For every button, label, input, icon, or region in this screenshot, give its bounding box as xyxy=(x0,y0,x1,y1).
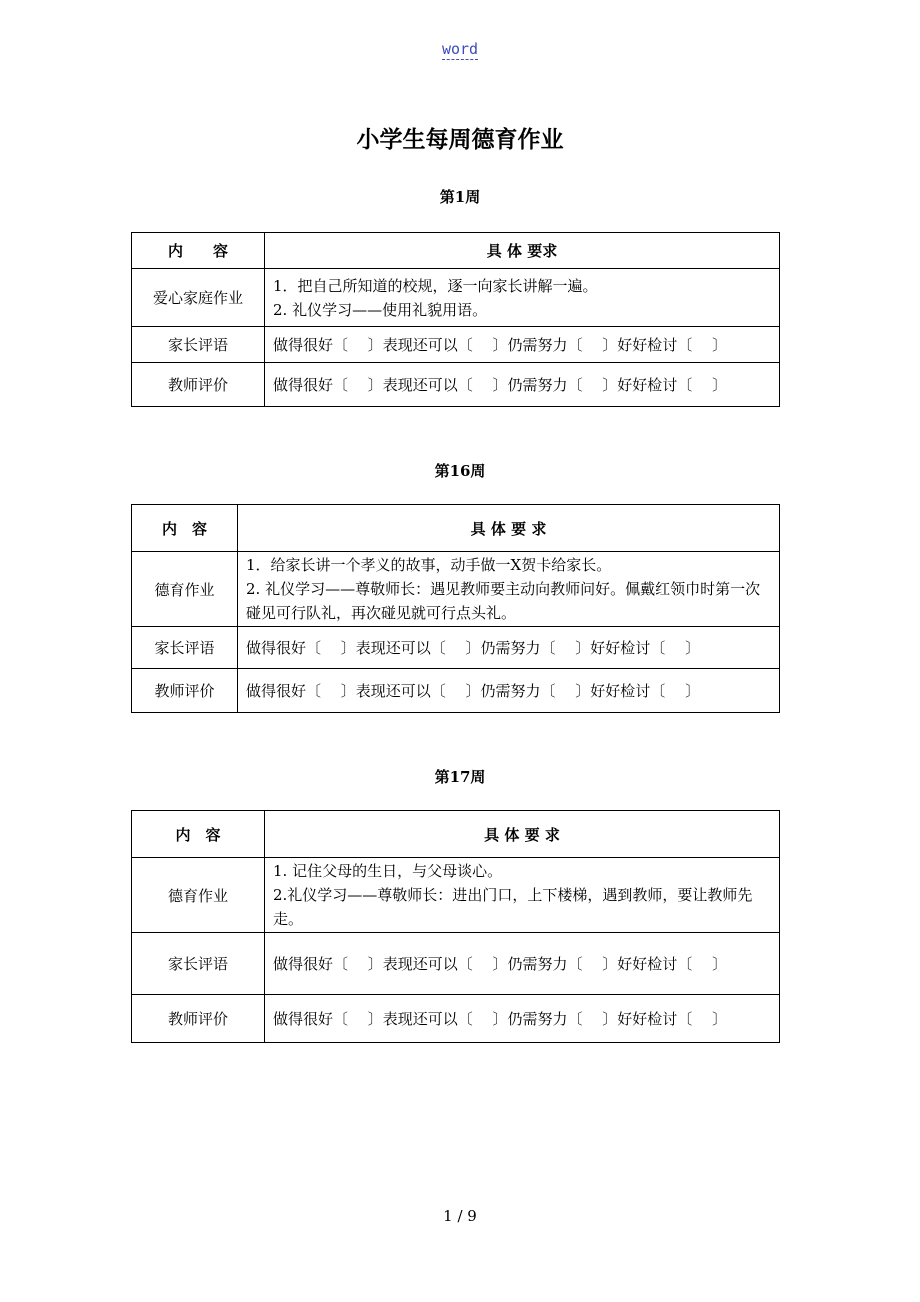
header-requirements: 具 体 要 求 xyxy=(265,811,780,858)
row-label: 爱心家庭作业 xyxy=(132,269,265,327)
content-line-1: 1．把自己所知道的校规，逐一向家长讲解一遍。 xyxy=(273,276,598,295)
document-title: 小学生每周德育作业 xyxy=(356,127,564,153)
header-word-link[interactable] xyxy=(0,40,920,58)
table-header-row xyxy=(132,505,780,552)
row-label: 家长评语 xyxy=(132,327,265,363)
table-row-teacher-evaluation xyxy=(132,995,780,1043)
header-requirements: 具 体 要 求 xyxy=(238,505,780,552)
table-row-teacher-evaluation xyxy=(132,669,780,713)
table-row-teacher-evaluation xyxy=(132,363,780,407)
header-content: 内 容 xyxy=(132,233,265,269)
header-word-link-text: word xyxy=(441,40,479,58)
table-row-homework xyxy=(132,552,780,627)
week-16-table xyxy=(131,504,780,713)
table-header-row xyxy=(132,811,780,858)
content-line-1: 1．给家长讲一个孝义的故事，动手做一X贺卡给家长。 xyxy=(246,556,612,574)
row-label: 教师评价 xyxy=(132,995,265,1043)
table-row-homework xyxy=(132,858,780,933)
table-row-parent-comment xyxy=(132,933,780,995)
evaluation-options: 做得很好〔 〕表现还可以〔 〕仍需努力〔 〕好好检讨〔 〕 xyxy=(238,627,780,669)
content-line-1: 1. 记住父母的生日，与父母谈心。 xyxy=(273,862,503,880)
row-label: 教师评价 xyxy=(132,669,238,713)
evaluation-options: 做得很好〔 〕表现还可以〔 〕仍需努力〔 〕好好检讨〔 〕 xyxy=(265,995,780,1043)
week-1-table xyxy=(131,232,780,407)
evaluation-options: 做得很好〔 〕表现还可以〔 〕仍需努力〔 〕好好检讨〔 〕 xyxy=(265,363,780,407)
header-content: 内 容 xyxy=(132,811,265,858)
week-17-table xyxy=(131,810,780,1043)
row-label: 家长评语 xyxy=(132,627,238,669)
header-content: 内 容 xyxy=(132,505,238,552)
row-content xyxy=(265,858,780,933)
content-line-2: 2. 礼仪学习——尊敬师长：遇见教师要主动向教师问好。佩戴红领巾时第一次碰见可行队礼，再次碰见就可行点头礼。 xyxy=(246,580,761,622)
content-line-2: 2.礼仪学习——尊敬师长：进出门口，上下楼梯，遇到教师，要让教师先走。 xyxy=(273,886,753,928)
evaluation-options: 做得很好〔 〕表现还可以〔 〕仍需努力〔 〕好好检讨〔 〕 xyxy=(238,669,780,713)
table-row-parent-comment xyxy=(132,627,780,669)
week-16-title: 第16周 xyxy=(434,462,486,480)
evaluation-options: 做得很好〔 〕表现还可以〔 〕仍需努力〔 〕好好检讨〔 〕 xyxy=(265,327,780,363)
table-header-row xyxy=(132,233,780,269)
table-row-homework xyxy=(132,269,780,327)
content-line-2: 2. 礼仪学习——使用礼貌用语。 xyxy=(273,300,488,319)
evaluation-options: 做得很好〔 〕表现还可以〔 〕仍需努力〔 〕好好检讨〔 〕 xyxy=(265,933,780,995)
row-content xyxy=(265,269,780,327)
row-label: 家长评语 xyxy=(132,933,265,995)
week-17-title: 第17周 xyxy=(434,768,486,786)
row-label: 德育作业 xyxy=(132,858,265,933)
row-label: 教师评价 xyxy=(132,363,265,407)
header-requirements: 具 体 要求 xyxy=(265,233,780,269)
page-number: 1 / 9 xyxy=(443,1207,477,1225)
week-1-title: 第1周 xyxy=(439,188,481,206)
table-row-parent-comment xyxy=(132,327,780,363)
row-content xyxy=(238,552,780,627)
row-label: 德育作业 xyxy=(132,552,238,627)
